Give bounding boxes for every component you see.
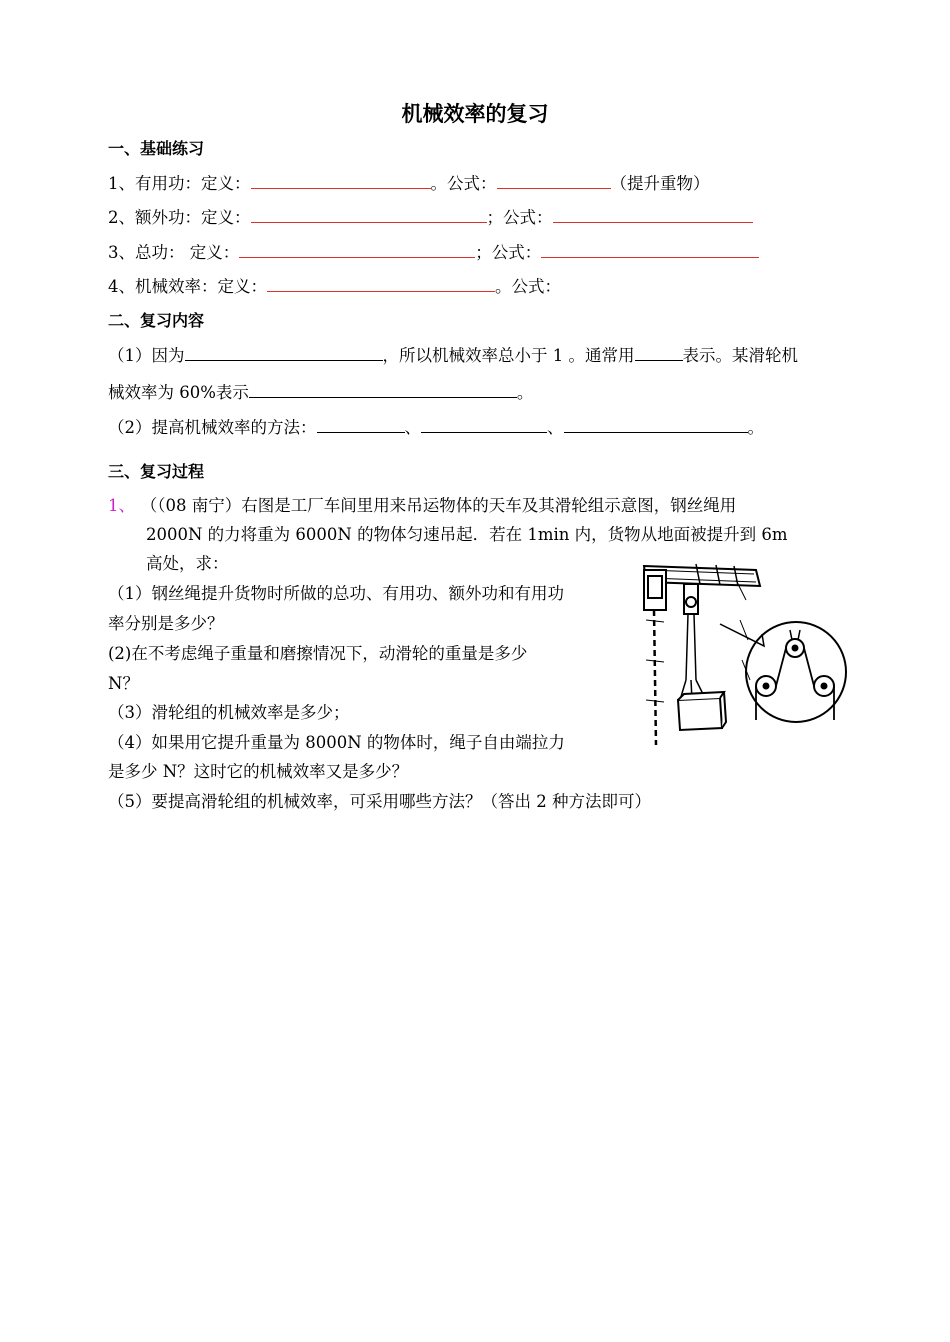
section-2-heading: 二、复习内容 bbox=[108, 311, 205, 330]
subquestion-4-line-1: （4）如果用它提升重量为 8000N 的物体时，绳子自由端拉力 bbox=[108, 733, 565, 752]
review-p2-text: （2）提高机械效率的方法： bbox=[108, 418, 317, 437]
review-p1-blank-reason[interactable] bbox=[185, 344, 383, 361]
item-1-definition-blank[interactable] bbox=[251, 172, 431, 189]
review-p2-sep-2: 、 bbox=[547, 418, 564, 437]
section-1-heading: 一、基础练习 bbox=[108, 139, 205, 158]
review-p2-blank-3[interactable] bbox=[564, 416, 748, 433]
item-2-extra-work bbox=[108, 206, 753, 229]
review-p1-text-b: ，所以机械效率总小于 1 。通常用 bbox=[382, 346, 635, 365]
review-p2-end: 。 bbox=[747, 418, 764, 437]
subquestion-1-line-1: （1）钢丝绳提升货物时所做的总功、有用功、额外功和有用功 bbox=[108, 584, 564, 603]
item-3-definition-blank[interactable] bbox=[239, 241, 475, 258]
review-p2-blank-1[interactable] bbox=[317, 416, 405, 433]
question-1-line-2: 2000N 的力将重为 6000N 的物体匀速吊起．若在 1min 内，货物从地面被提升到 6m bbox=[146, 525, 788, 544]
review-paragraph-1 bbox=[108, 344, 798, 367]
item-3-total-work bbox=[108, 241, 759, 264]
review-paragraph-2 bbox=[108, 416, 764, 439]
review-p1-blank-symbol[interactable] bbox=[635, 344, 683, 361]
question-1-line-3: 高处，求： bbox=[146, 554, 229, 573]
review-p1-line2-end: 。 bbox=[516, 383, 534, 402]
item-3-mid: ；公式： bbox=[475, 243, 542, 262]
section-3-heading: 三、复习过程 bbox=[108, 462, 205, 481]
subquestion-1-line-2: 率分别是多少？ bbox=[108, 614, 224, 633]
subquestion-4-line-2: 是多少 N？这时它的机械效率又是多少？ bbox=[108, 762, 409, 781]
item-1-formula-blank[interactable] bbox=[497, 172, 611, 189]
page-title: 机械效率的复习 bbox=[401, 102, 549, 126]
subquestion-2-line-2: N？ bbox=[108, 674, 139, 693]
item-3-prefix: 3、总功： 定义： bbox=[108, 243, 240, 262]
question-number: 1、 bbox=[108, 496, 135, 515]
review-paragraph-1-line-2 bbox=[108, 381, 533, 404]
review-p2-sep-1: 、 bbox=[404, 418, 421, 437]
item-2-formula-blank[interactable] bbox=[553, 206, 753, 223]
item-2-prefix: 2、额外功：定义： bbox=[108, 208, 251, 227]
review-p1-text-c: 表示。某滑轮机 bbox=[682, 346, 798, 365]
item-3-formula-blank[interactable] bbox=[541, 241, 759, 258]
item-4-prefix: 4、机械效率：定义： bbox=[108, 277, 267, 296]
item-1-mid: 。公式： bbox=[430, 174, 497, 193]
item-4-efficiency bbox=[108, 275, 561, 298]
item-2-definition-blank[interactable] bbox=[251, 206, 487, 223]
review-p1-blank-meaning[interactable] bbox=[249, 381, 517, 398]
subquestion-2-line-1: (2)在不考虑绳子重量和磨擦情况下，动滑轮的重量是多少 bbox=[108, 644, 528, 663]
question-1-text-1: （（08 南宁）右图是工厂车间里用来吊运物体的天车及其滑轮组示意图，钢丝绳用 bbox=[149, 496, 737, 515]
item-4-mid: 。公式： bbox=[495, 277, 561, 296]
item-1-useful-work bbox=[108, 172, 710, 195]
item-2-mid: ；公式： bbox=[486, 208, 553, 227]
review-p1-line2-text: 械效率为 60%表示 bbox=[108, 383, 249, 402]
item-1-suffix: （提升重物） bbox=[610, 174, 710, 193]
item-1-prefix: 1、有用功：定义： bbox=[108, 174, 251, 193]
review-p1-text-a: （1）因为 bbox=[108, 346, 185, 365]
subquestion-5: （5）要提高滑轮组的机械效率，可采用哪些方法？（答出 2 种方法即可） bbox=[108, 792, 651, 811]
review-p2-blank-2[interactable] bbox=[421, 416, 547, 433]
crane-pulley-diagram-icon bbox=[636, 560, 848, 752]
subquestion-3: （3）滑轮组的机械效率是多少； bbox=[108, 703, 350, 722]
question-1-line-1 bbox=[108, 495, 736, 517]
item-4-definition-blank[interactable] bbox=[267, 275, 495, 292]
